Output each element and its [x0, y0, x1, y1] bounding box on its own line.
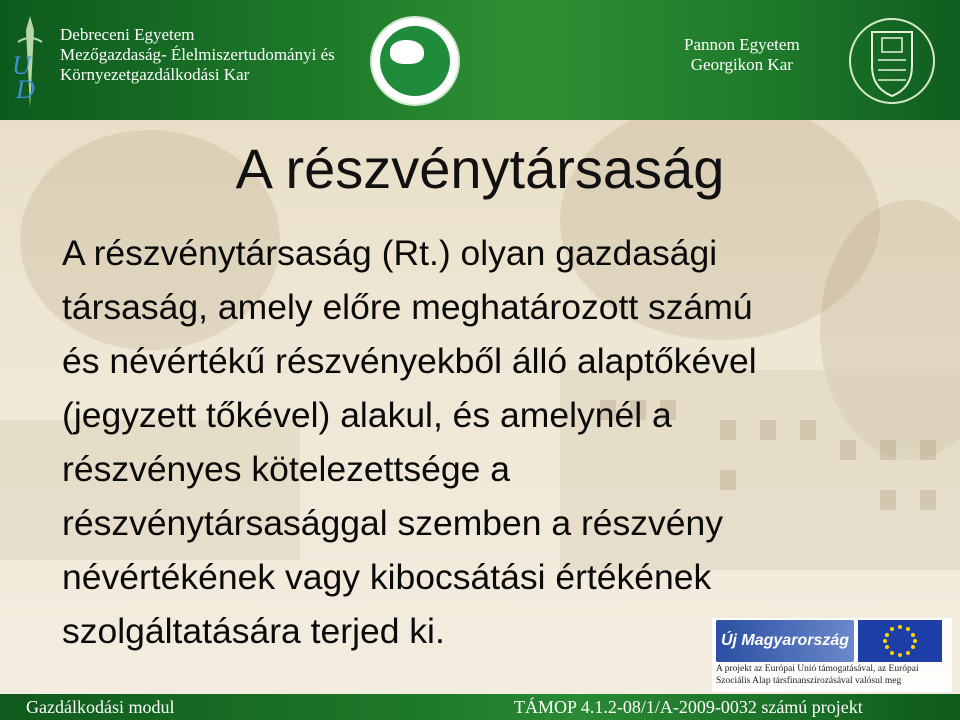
- header-banner: [0, 0, 960, 120]
- body-line: társaság, amely előre meghatározott számú: [62, 287, 753, 327]
- body-line: és névértékű részvényekből álló alaptőkével: [62, 341, 757, 381]
- eu-flag-icon: [858, 620, 942, 662]
- eu-funding-note: A projekt az Európai Unió támogatásával, az Európai Szociális Alap társfinanszírozásával valósul meg: [716, 664, 919, 686]
- header-right-line: Georgikon Kar: [690, 55, 793, 75]
- header-left-line: Környezetgazdálkodási Kar: [60, 65, 250, 85]
- slide-title: A részvénytársaság: [235, 137, 725, 200]
- body-line: részvénytársasággal szemben a részvény: [62, 503, 724, 543]
- body-line: névértékének vagy kibocsátási értékének: [62, 557, 712, 597]
- header-left-line: Mezőgazdaság- Élelmiszertudományi és: [60, 45, 335, 65]
- georgikon-shield-icon: [848, 14, 936, 108]
- body-line: részvényes kötelezettsége a: [62, 449, 510, 489]
- faculty-seal-icon: [372, 18, 458, 104]
- faculty-name-right: [684, 35, 800, 75]
- header-right-line: Pannon Egyetem: [684, 35, 800, 54]
- definition-text: [62, 226, 922, 658]
- footer-bar: [0, 694, 960, 720]
- body-line: (jegyzett tőkével) alakul, és amelynél a: [62, 395, 672, 435]
- footer-project-id: TÁMOP 4.1.2-08/1/A-2009-0032 számú projekt: [514, 697, 863, 717]
- header-left-line: Debreceni Egyetem: [60, 25, 195, 44]
- body-line: szolgáltatására terjed ki.: [62, 611, 445, 651]
- footer-module-name: Gazdálkodási modul: [26, 697, 175, 717]
- body-line: A részvénytársaság (Rt.) olyan gazdasági: [62, 233, 718, 273]
- svg-text:U: U: [12, 51, 31, 80]
- university-logo-icon: [8, 12, 52, 112]
- faculty-name-left: [60, 25, 335, 85]
- uj-magyarorszag-logo: Új Magyarország: [716, 620, 854, 662]
- svg-text:D: D: [16, 75, 35, 104]
